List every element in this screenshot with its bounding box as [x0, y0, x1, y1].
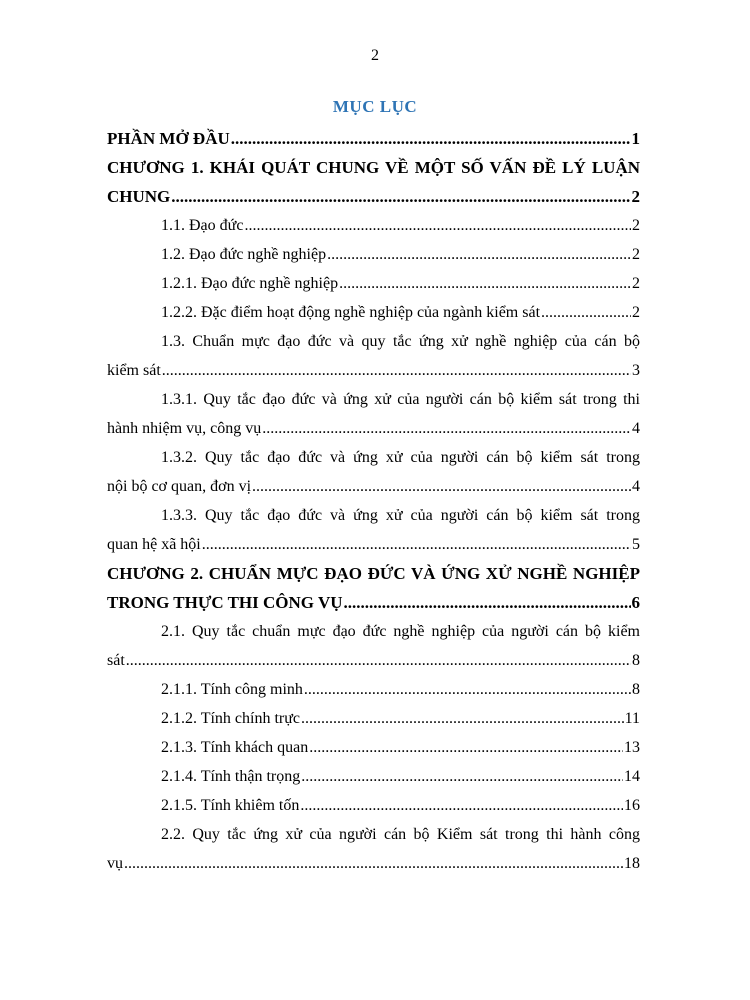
- toc-entry-title: 1.2.2. Đặc điểm hoạt động nghề nghiệp của ngành kiểm sát: [161, 304, 541, 321]
- toc-entry-title: 2.2. Quy tắc ứng xử của người cán bộ Kiểm sát trong thi hành công: [161, 826, 640, 843]
- toc-page-number: 8: [632, 652, 640, 669]
- toc-entry-title-cont: kiểm sát: [107, 362, 161, 379]
- toc-entry-title-cont: quan hệ xã hội: [107, 536, 201, 553]
- dot-leader: [252, 472, 631, 501]
- toc-page-number: 13: [624, 739, 640, 756]
- toc-entry-title: 1.2.1. Đạo đức nghề nghiệp: [161, 275, 339, 292]
- toc-entry-title-cont: hành nhiệm vụ, công vụ: [107, 420, 262, 437]
- toc-entry-chapter-1[interactable]: [107, 153, 640, 211]
- dot-leader: [231, 124, 631, 153]
- toc-entry-title: 2.1. Quy tắc chuẩn mực đạo đức nghề nghiệp của người cán bộ kiểm: [161, 623, 640, 640]
- toc-entry-title-cont: vụ: [107, 855, 123, 872]
- toc-entry-2-2[interactable]: [107, 820, 640, 878]
- toc-page-number: 3: [632, 362, 640, 379]
- toc-entry-1-3-3[interactable]: [107, 501, 640, 559]
- toc-page-number: 8: [632, 681, 640, 698]
- dot-leader: [262, 414, 631, 443]
- toc-entry-title: PHẦN MỞ ĐẦU: [107, 129, 230, 148]
- toc-page-number: 2: [632, 246, 640, 263]
- toc-entry-2-1-1[interactable]: [107, 675, 640, 704]
- toc-entry-1-2-2[interactable]: [107, 298, 640, 327]
- toc-entry-title: 1.3.1. Quy tắc đạo đức và ứng xử của người cán bộ kiểm sát trong thi: [161, 391, 640, 408]
- toc-entry-2-1[interactable]: [107, 617, 640, 675]
- toc-page-number: 6: [631, 593, 640, 612]
- dot-leader: [171, 182, 630, 211]
- toc-entry-title: 1.1. Đạo đức: [161, 217, 244, 234]
- dot-leader: [344, 588, 631, 617]
- toc-entry-2-1-3[interactable]: [107, 733, 640, 762]
- toc-entry-2-1-4[interactable]: [107, 762, 640, 791]
- dot-leader: [304, 675, 631, 704]
- dot-leader: [301, 762, 623, 791]
- toc-page-number: 4: [632, 478, 640, 495]
- toc-entry-intro[interactable]: [107, 124, 640, 153]
- toc-entry-1-2[interactable]: [107, 240, 640, 269]
- table-of-contents: [107, 124, 640, 878]
- toc-entry-title: CHƯƠNG 2. CHUẨN MỰC ĐẠO ĐỨC VÀ ỨNG XỬ NGHỀ NGHIỆP: [107, 564, 640, 583]
- dot-leader: [309, 733, 623, 762]
- dot-leader: [327, 240, 631, 269]
- dot-leader: [339, 269, 631, 298]
- toc-entry-title: CHƯƠNG 1. KHÁI QUÁT CHUNG VỀ MỘT SỐ VẤN ĐỀ LÝ LUẬN: [107, 158, 640, 177]
- toc-entry-title: 2.1.3. Tính khách quan: [161, 739, 309, 756]
- toc-page-number: 11: [624, 710, 640, 727]
- toc-page-number: 5: [632, 536, 640, 553]
- dot-leader: [162, 356, 631, 385]
- toc-entry-1-2-1[interactable]: [107, 269, 640, 298]
- toc-entry-title: 2.1.2. Tính chính trực: [161, 710, 301, 727]
- dot-leader: [124, 849, 623, 878]
- toc-page-number: 1: [631, 129, 640, 148]
- toc-entry-chapter-2[interactable]: [107, 559, 640, 617]
- dot-leader: [541, 298, 631, 327]
- toc-page-number: 2: [632, 275, 640, 292]
- toc-page-number: 18: [624, 855, 640, 872]
- toc-entry-1-3-1[interactable]: [107, 385, 640, 443]
- toc-entry-title-cont: TRONG THỰC THI CÔNG VỤ: [107, 593, 343, 612]
- toc-entry-2-1-2[interactable]: [107, 704, 640, 733]
- toc-page-number: 2: [631, 187, 640, 206]
- toc-entry-title-cont: sát: [107, 652, 125, 669]
- page-number: 2: [371, 47, 379, 64]
- toc-entry-title: 1.2. Đạo đức nghề nghiệp: [161, 246, 327, 263]
- toc-entry-title: 2.1.1. Tính công minh: [161, 681, 303, 698]
- toc-entry-1-3-2[interactable]: [107, 443, 640, 501]
- toc-entry-1-1[interactable]: [107, 211, 640, 240]
- toc-entry-title-cont: CHUNG: [107, 187, 171, 206]
- toc-page-number: 2: [632, 217, 640, 234]
- toc-entry-title: 1.3.3. Quy tắc đạo đức và ứng xử của người cán bộ kiểm sát trong: [161, 507, 640, 524]
- dot-leader: [244, 211, 631, 240]
- toc-entry-title: 1.3. Chuẩn mực đạo đức và quy tắc ứng xử nghề nghiệp của cán bộ: [161, 333, 640, 350]
- toc-title: MỤC LỤC: [332, 97, 418, 116]
- toc-entry-1-3[interactable]: [107, 327, 640, 385]
- toc-page-number: 2: [632, 304, 640, 321]
- toc-page-number: 16: [624, 797, 640, 814]
- toc-entry-title: 2.1.5. Tính khiêm tốn: [161, 797, 300, 814]
- toc-page-number: 4: [632, 420, 640, 437]
- dot-leader: [301, 704, 624, 733]
- toc-entry-title: 2.1.4. Tính thận trọng: [161, 768, 301, 785]
- toc-entry-title: 1.3.2. Quy tắc đạo đức và ứng xử của người cán bộ kiểm sát trong: [161, 449, 640, 466]
- dot-leader: [202, 530, 631, 559]
- toc-entry-title-cont: nội bộ cơ quan, đơn vị: [107, 478, 252, 495]
- dot-leader: [300, 791, 623, 820]
- dot-leader: [126, 646, 631, 675]
- toc-page-number: 14: [624, 768, 640, 785]
- toc-entry-2-1-5[interactable]: [107, 791, 640, 820]
